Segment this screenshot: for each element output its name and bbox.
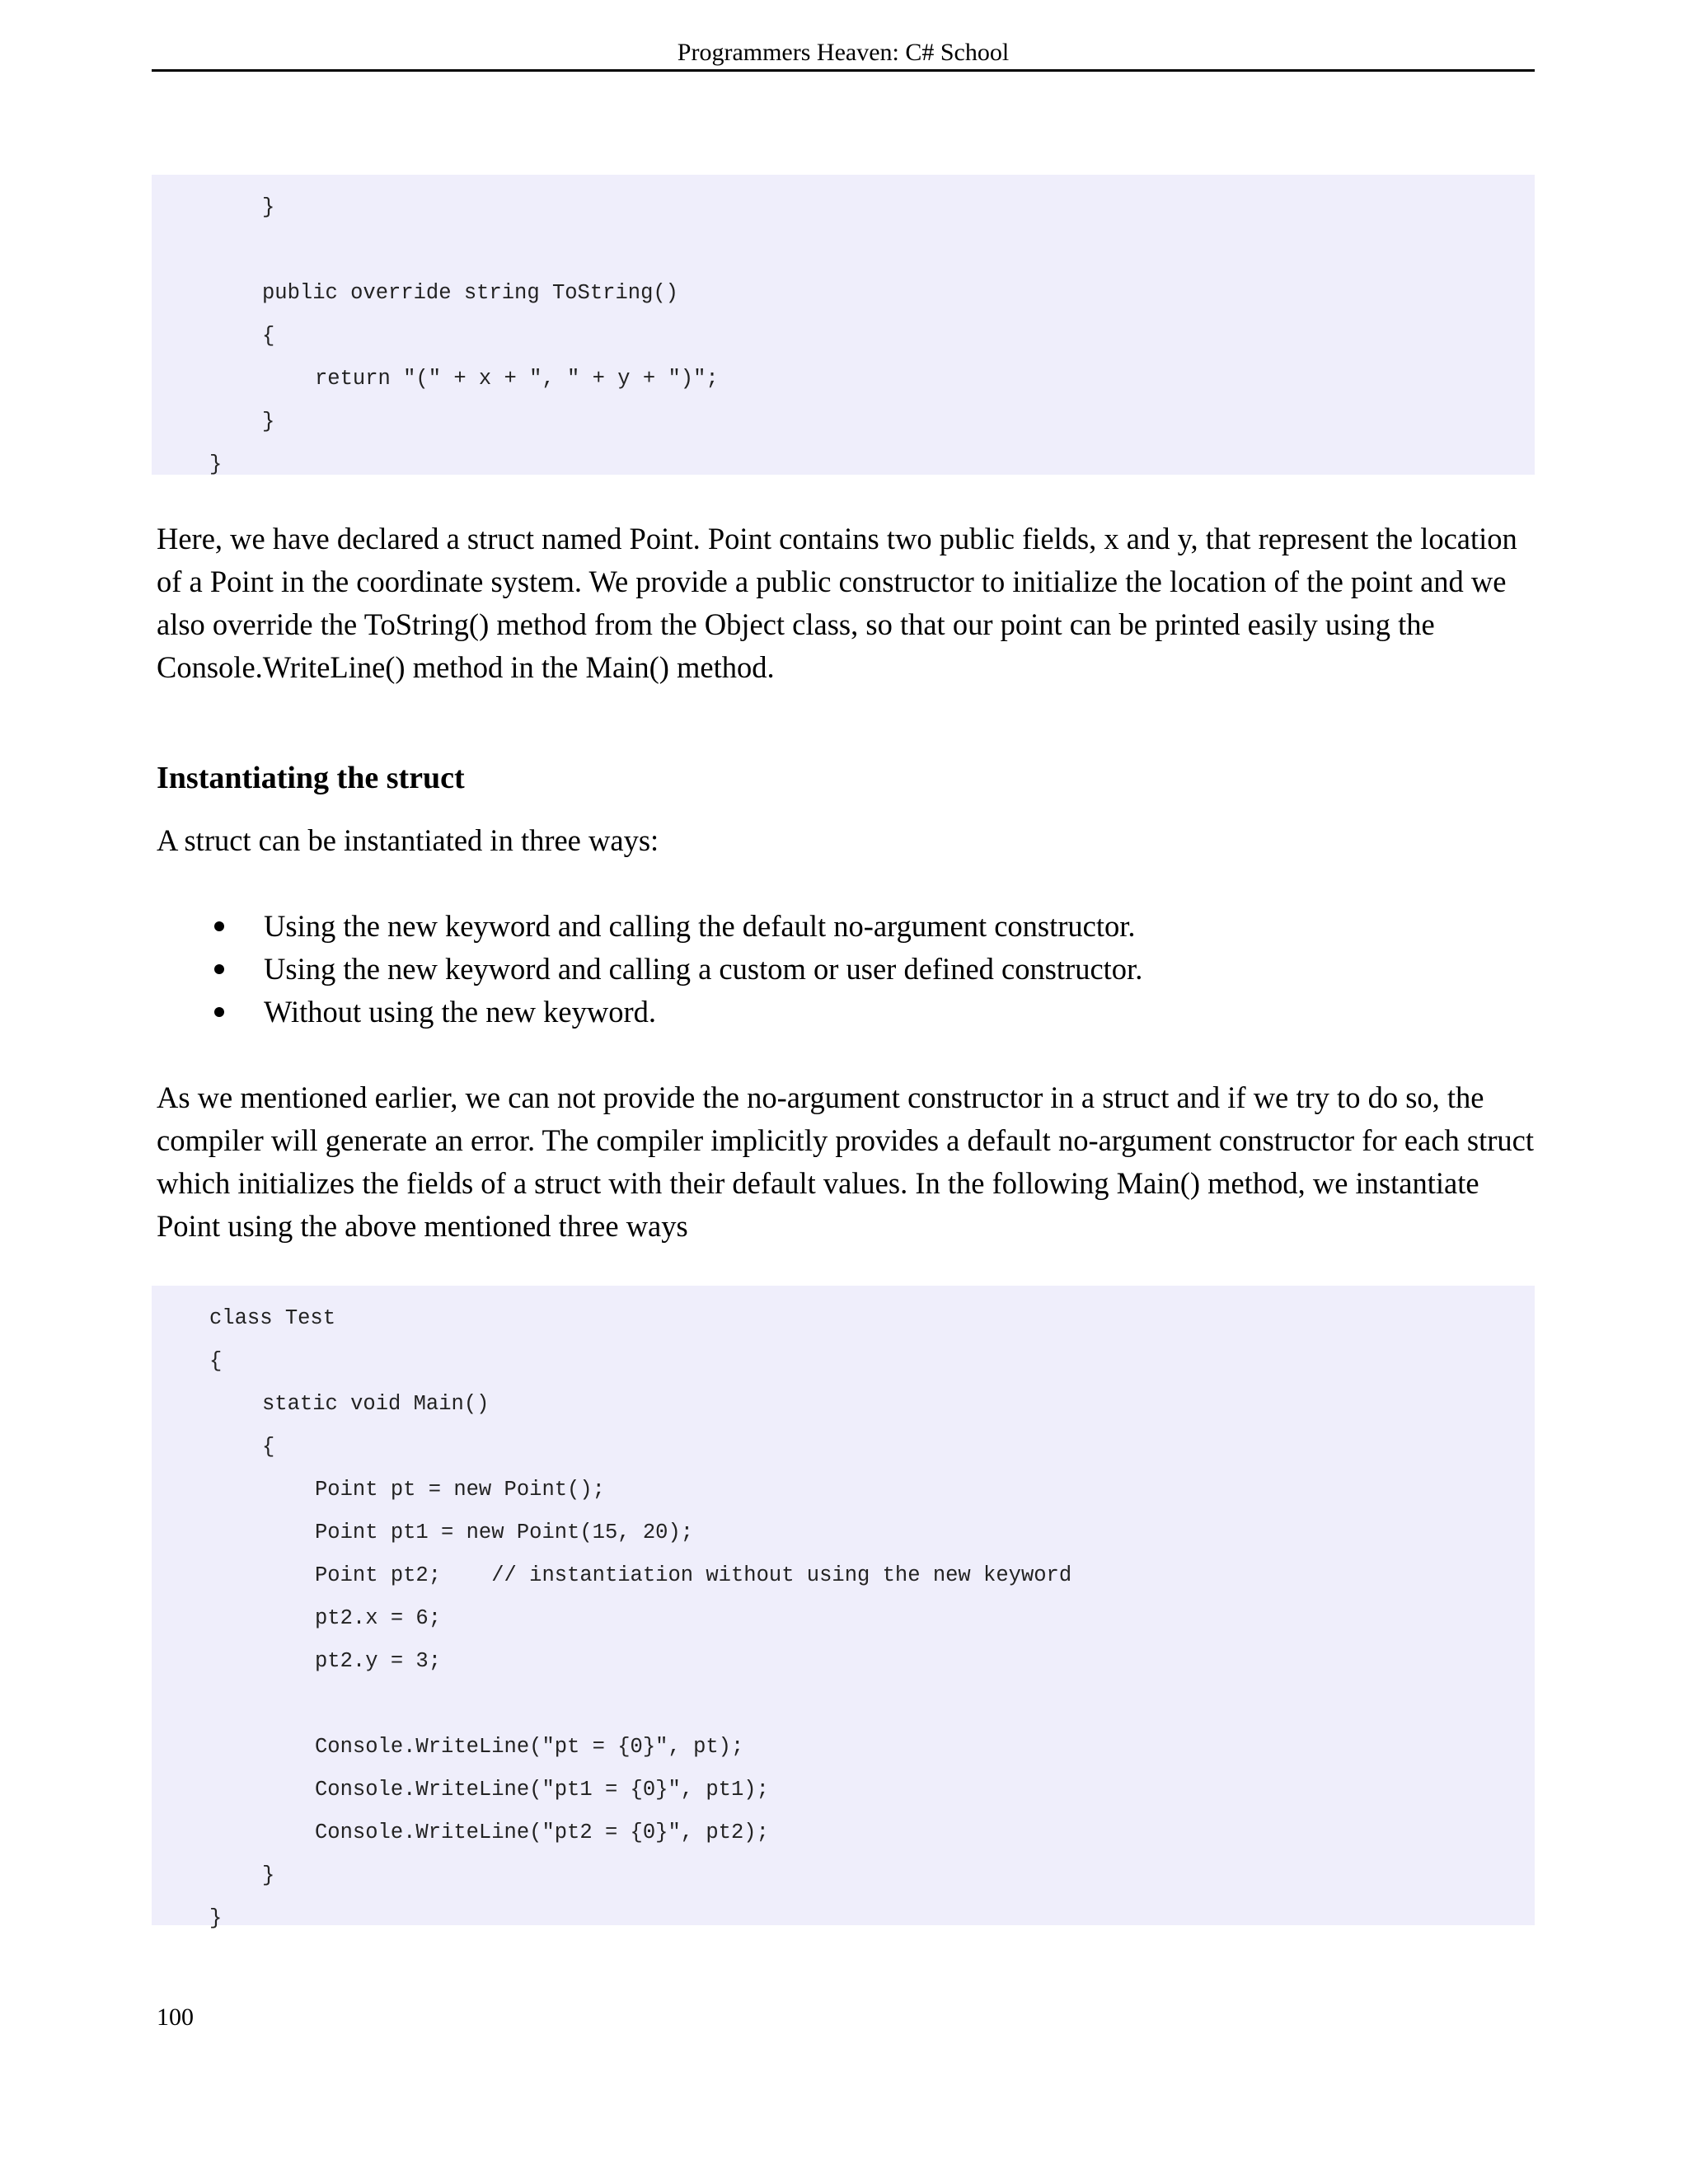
code-line: Console.WriteLine("pt2 = {0}", pt2); bbox=[315, 1821, 769, 1844]
code-line: pt2.y = 3; bbox=[315, 1649, 442, 1673]
paragraph-struct-description: Here, we have declared a struct named Point. Point contains two public fields, x and y, that represent the location of a Point in the coordinate system. We provide a public constructor to initialize the location of the point and we also override the ToString() method from the Object class, so that our point can be printed easily using the Console.WriteLine() method in the Main() method. bbox=[157, 522, 1517, 684]
code-line: } bbox=[262, 410, 275, 434]
code-block-struct-end bbox=[152, 175, 1535, 475]
bullet-icon bbox=[214, 1007, 224, 1017]
paragraph-instantiation-intro: A struct can be instantiated in three ways: bbox=[157, 823, 659, 857]
list-item-text: Using the new keyword and calling a custom or user defined constructor. bbox=[264, 952, 1143, 986]
bullet-icon bbox=[214, 921, 224, 931]
code-line: static void Main() bbox=[262, 1392, 490, 1416]
code-line: pt2.x = 6; bbox=[315, 1606, 442, 1630]
list-item bbox=[157, 905, 1142, 948]
code-block-test-class bbox=[152, 1286, 1535, 1930]
code-line: return "(" + x + ", " + y + ")"; bbox=[315, 367, 719, 391]
page-header bbox=[152, 36, 1535, 72]
list-item bbox=[157, 991, 1142, 1033]
code-line: public override string ToString() bbox=[262, 281, 678, 305]
code-line: } bbox=[262, 195, 275, 219]
list-item-text: Without using the new keyword. bbox=[264, 995, 656, 1029]
bullet-icon bbox=[214, 964, 224, 974]
paragraph-constructor-explanation: As we mentioned earlier, we can not provide the no-argument constructor in a struct and if we try to do so, the compiler will generate an error. The compiler implicitly provides a default no-argument constructor for each struct which initializes the fields of a struct with their default values. In the following Main() method, we instantiate Point using the above mentioned three ways bbox=[157, 1080, 1534, 1243]
code-line: { bbox=[262, 324, 275, 348]
code-line: Console.WriteLine("pt = {0}", pt); bbox=[315, 1735, 744, 1759]
code-line: Point pt1 = new Point(15, 20); bbox=[315, 1521, 694, 1544]
code-line bbox=[152, 229, 1535, 272]
list-item bbox=[157, 948, 1142, 991]
code-line: Point pt2; // instantiation without using the new keyword bbox=[315, 1563, 1072, 1587]
section-heading: Instantiating the struct bbox=[157, 761, 465, 795]
header-title: Programmers Heaven: C# School bbox=[677, 39, 1010, 66]
code-line: } bbox=[262, 1863, 275, 1887]
page-number: 100 bbox=[157, 2004, 194, 2031]
code-line: { bbox=[262, 1435, 275, 1459]
code-line: class Test bbox=[209, 1306, 336, 1330]
bullet-list bbox=[157, 905, 1142, 1033]
code-line: { bbox=[209, 1349, 223, 1373]
code-line: } bbox=[209, 1906, 223, 1930]
code-line: Point pt = new Point(); bbox=[315, 1478, 605, 1502]
code-line: } bbox=[209, 452, 223, 476]
list-item-text: Using the new keyword and calling the default no-argument constructor. bbox=[264, 909, 1136, 943]
code-line bbox=[152, 1683, 1535, 1726]
code-line: Console.WriteLine("pt1 = {0}", pt1); bbox=[315, 1778, 769, 1802]
